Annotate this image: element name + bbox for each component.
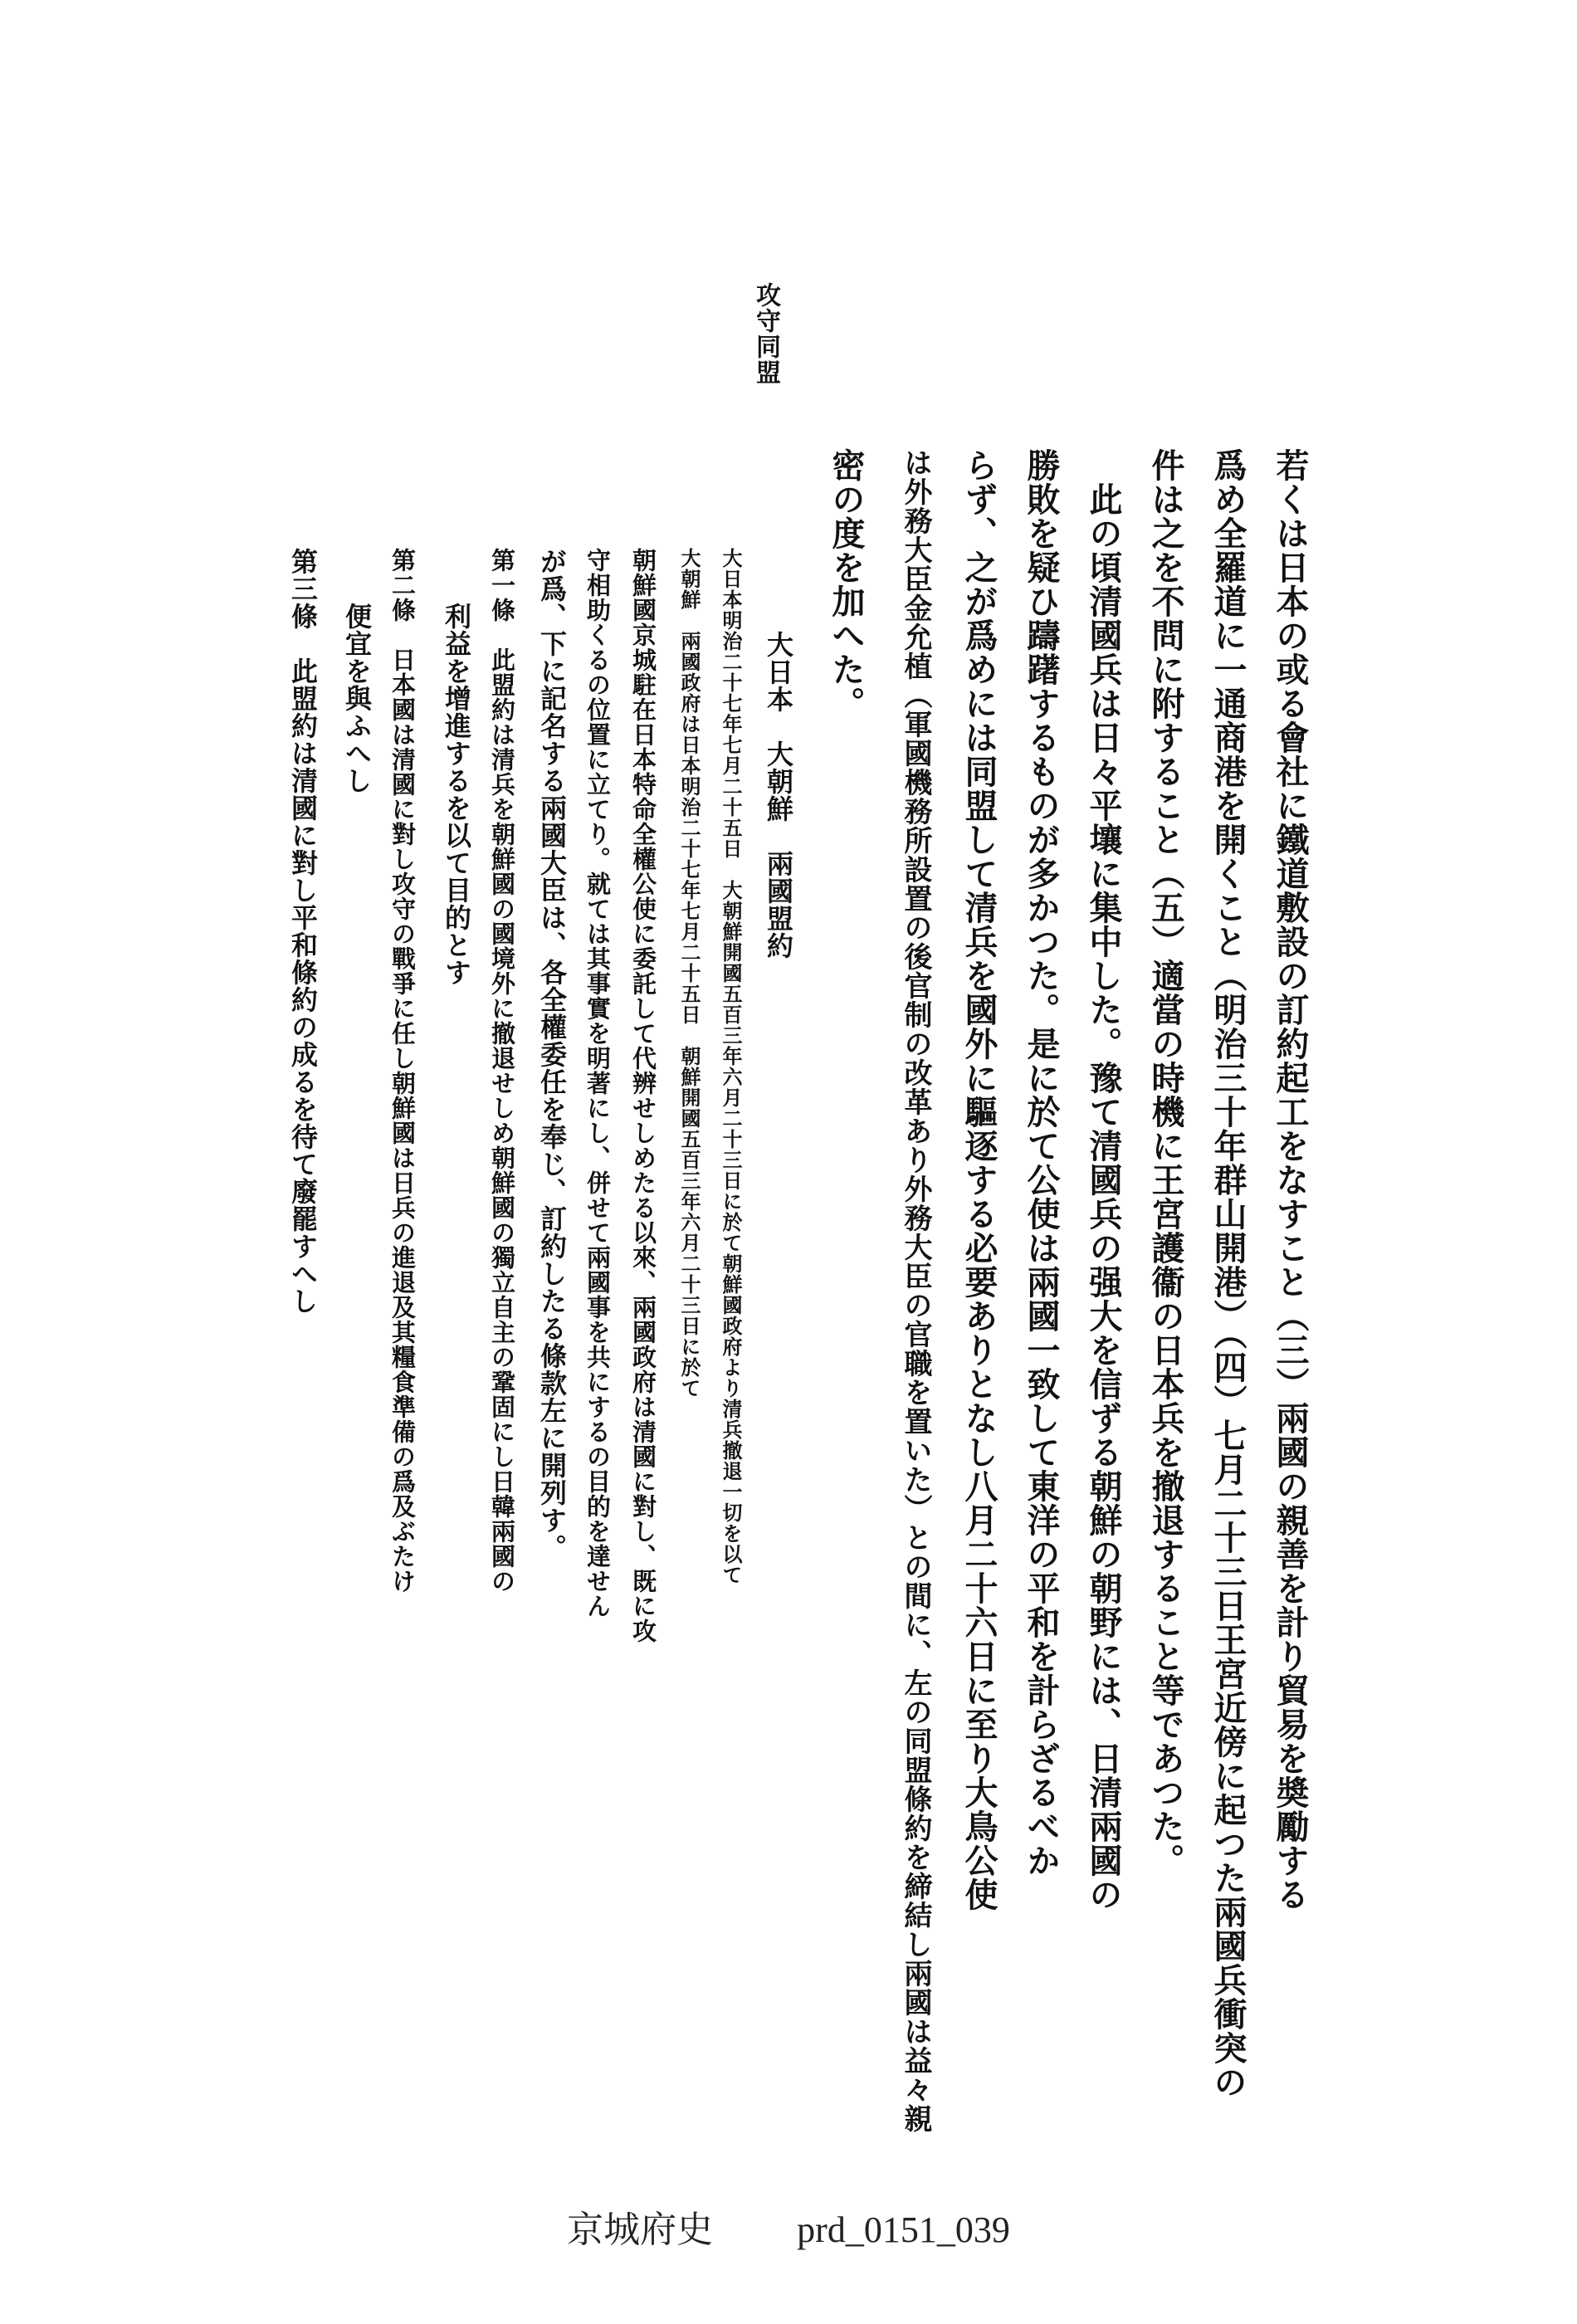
- main-text-line-3: 件は之を不問に附すること（五）適當の時機に王宮護衞の日本兵を撤退すること等であつた。: [1146, 448, 1185, 1877]
- treaty-title: 大日本 大朝鮮 兩國盟約: [763, 631, 794, 959]
- footer-source: 京城府史: [567, 2209, 714, 2250]
- main-text-line-6: らず、之が爲めには同盟して清兵を國外に驅逐する必要ありとなし八月二十六日に至り大鳥公使: [959, 448, 998, 1911]
- main-text-line-5: 勝敗を疑ひ躊躇するものが多かつた。是に於て公使は兩國一致して東洋の平和を計らざるべか: [1022, 448, 1061, 1877]
- main-text-line-2: 爲め全羅道に一通商港を開くこと（明治三十年群山開港）（四）七月二十三日王宮近傍に起つた兩國兵衝突の: [1208, 448, 1247, 2099]
- treaty-line-2: 大朝鮮 兩國政府は日本明治二十七年七月二十五日 朝鮮開國五百三年六月二十三日に於て: [677, 548, 701, 1399]
- main-text-line-1: 若くは日本の或る會社に鐵道敷設の訂約起工をなすこと（三）兩國の親善を計り貿易を奬勵する: [1271, 448, 1310, 1911]
- treaty-line-5: が爲、下に記名する兩國大臣は、各全權委任を奉じ、訂約したる條款左に開列す。: [536, 548, 568, 1561]
- page-footer: [0, 2200, 1577, 2253]
- treaty-article-1: 第一條 此盟約は清兵を朝鮮國の國境外に撤退せしめ朝鮮國の獨立自主の鞏固にし日韓兩國の: [488, 548, 516, 1594]
- main-text-line-4: 此の頃清國兵は日々平壤に集中した。豫て清國兵の强大を信ずる朝鮮の朝野には、日清兩國の: [1084, 448, 1123, 1911]
- treaty-line-3: 朝鮮國京城駐在日本特命全權公使に委託して代辨せしめたる以來、兩國政府は清國に對し、既に攻: [629, 548, 657, 1643]
- treaty-article-2-cont: 便宜を與ふへし: [341, 548, 373, 794]
- treaty-article-2: 第二條 日本國は清國に對し攻守の戰爭に任し朝鮮國は日兵の進退及其糧食準備の爲及ぶたけ: [388, 548, 417, 1594]
- treaty-article-1-cont: 利益を增進するを以て目的とす: [441, 548, 472, 986]
- treaty-article-3: 第三條 此盟約は清國に對し平和條約の成るを待て廢罷すへし: [287, 548, 319, 1315]
- treaty-line-4: 守相助くるの位置に立てり。就ては其事實を明著にし、併せて兩國事を共にするの目的を達せん: [583, 548, 612, 1618]
- running-header: 攻守同盟: [751, 282, 780, 385]
- main-text-line-7: は外務大臣金允植（軍國機務所設置の後官制の改革あり外務大臣の官職を置いた）との間に、左の同盟條約を締結し兩國は益々親: [899, 448, 932, 2133]
- footer-id: prd_0151_039: [797, 2209, 1010, 2250]
- main-text-line-8: 密の度を加へた。: [827, 448, 866, 720]
- treaty-line-1: 大日本明治二十七年七月二十五日 大朝鮮開國五百三年六月二十三日に於て朝鮮國政府より清兵撤退一切を以て: [719, 548, 743, 1585]
